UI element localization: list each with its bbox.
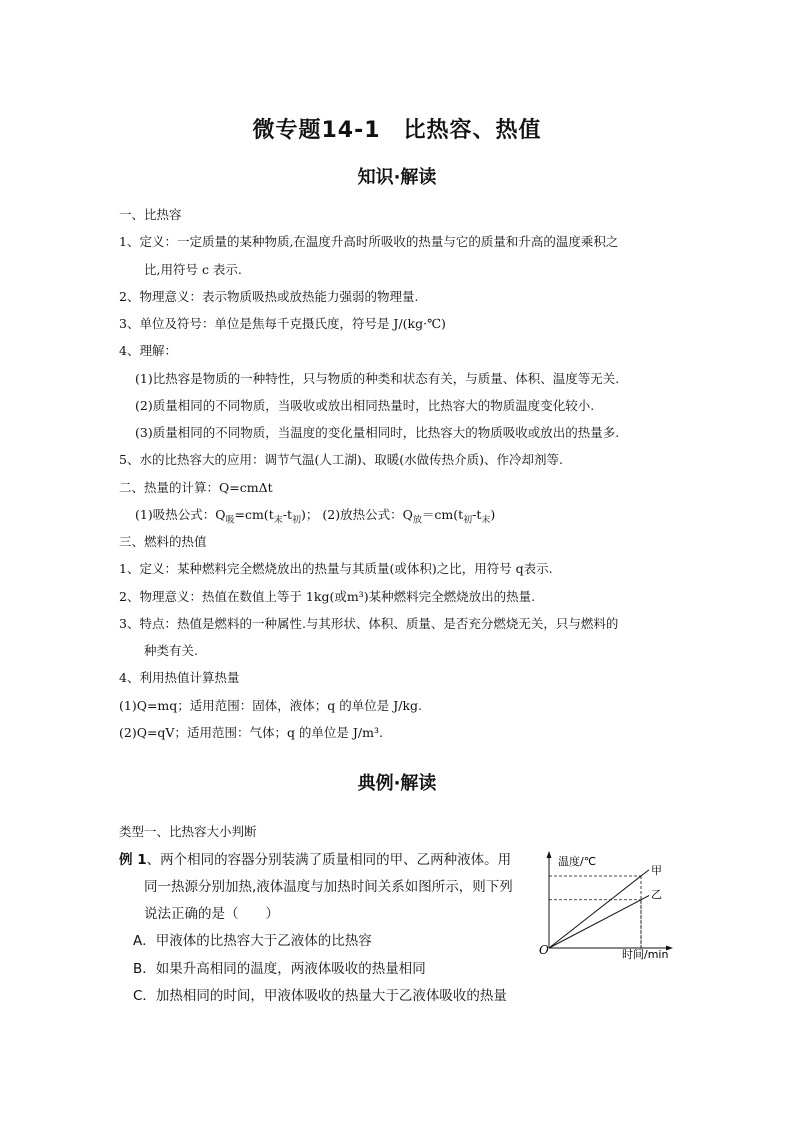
y-axis-arrow [547, 851, 552, 858]
heat-value-definition: 1、定义：某种燃料完全燃烧放出的热量与其质量(或体积)之比，用符号 q表示. [119, 561, 553, 576]
option-c: C．加热相同的时间，甲液体吸收的热量大于乙液体吸收的热量 [133, 988, 507, 1004]
physical-meaning: 2、物理意义：表示物质吸热或放热能力强弱的物理量. [119, 289, 419, 304]
definition-line: 1、定义：一定质量的某种物质,在温度升高时所吸收的热量与它的质量和升高的温度乘积之 [119, 234, 619, 249]
unit-symbol: 3、单位及符号：单位是焦每千克摄氏度，符号是 J/(kg·℃) [119, 316, 446, 331]
series-layer [549, 864, 662, 948]
section-title-knowledge: 知识·解读 [357, 167, 437, 188]
question-line-1: 例 1、两个相同的容器分别装满了质量相同的甲、乙两种液体。用 [119, 852, 512, 868]
series-line-2 [549, 896, 649, 948]
heading-heat-value: 三、燃料的热值 [119, 534, 207, 549]
series-line-1 [549, 870, 649, 948]
understanding-2: (2)质量相同的不同物质，当吸收或放出相同热量时，比热容大的物质温度变化较小. [135, 398, 595, 413]
heat-formulas: (1)吸热公式：$Q_吸=cm(t_末-t_初)$； (2)放热公式：$Q_放=cm(t_初-t_末)$ [135, 507, 496, 526]
example-type-title: 类型一、比热容大小判断 [119, 824, 257, 839]
series-label-1: 甲 [651, 864, 662, 877]
option-a: A．甲液体的比热容大于乙液体的比热容 [133, 933, 372, 949]
heading-specific-heat: 一、比热容 [119, 207, 182, 222]
question-line-3: 说法正确的是（ ） [144, 906, 279, 922]
calc-formula-2: (2)Q=qV；适用范围：气体；q 的单位是 J/m³. [119, 725, 383, 740]
heat-value-feature-cont: 种类有关. [144, 643, 198, 658]
x-axis-label: 时间/min [622, 948, 669, 961]
temperature-time-graph [536, 848, 682, 962]
series-label-2: 乙 [651, 887, 662, 901]
heat-value-feature: 3、特点：热值是燃料的一种属性.与其形状、体积、质量、是否充分燃烧无关，只与燃料的 [119, 616, 619, 631]
heat-value-meaning: 2、物理意义：热值在数值上等于 1kg(或m³)某种燃料完全燃烧放出的热量. [119, 589, 536, 604]
question-line-2: 同一热源分别加热,液体温度与加热时间关系如图所示，则下列 [144, 879, 513, 895]
definition-line-cont: 比,用符号 c 表示. [144, 262, 242, 277]
option-b: B．如果升高相同的温度，两液体吸收的热量相同 [133, 961, 426, 977]
section-title-examples: 典例·解读 [357, 773, 437, 794]
calc-formula-1: (1)Q=mq；适用范围：固体，液体；q 的单位是 J/kg. [119, 698, 423, 713]
heading-heat-calculation: 二、热量的计算：Q=cmΔt [119, 480, 273, 495]
y-axis-label: 温度/℃ [558, 855, 597, 868]
understanding-3: (3)质量相同的不同物质，当温度的变化量相同时，比热容大的物质吸收或放出的热量多. [135, 425, 620, 440]
understanding-1: (1)比热容是物质的一种特性，只与物质的种类和状态有关，与质量、体积、温度等无关. [135, 371, 620, 386]
water-application: 5、水的比热容大的应用：调节气温(人工湖)、取暖(水做传热介质)、作冷却剂等. [119, 452, 563, 467]
heat-value-calc-heading: 4、利用热值计算热量 [119, 670, 240, 685]
origin-label: O [539, 943, 549, 957]
page-title: 微专题14-1 比热容、热值 [252, 118, 542, 143]
understanding-heading: 4、理解： [119, 343, 177, 358]
